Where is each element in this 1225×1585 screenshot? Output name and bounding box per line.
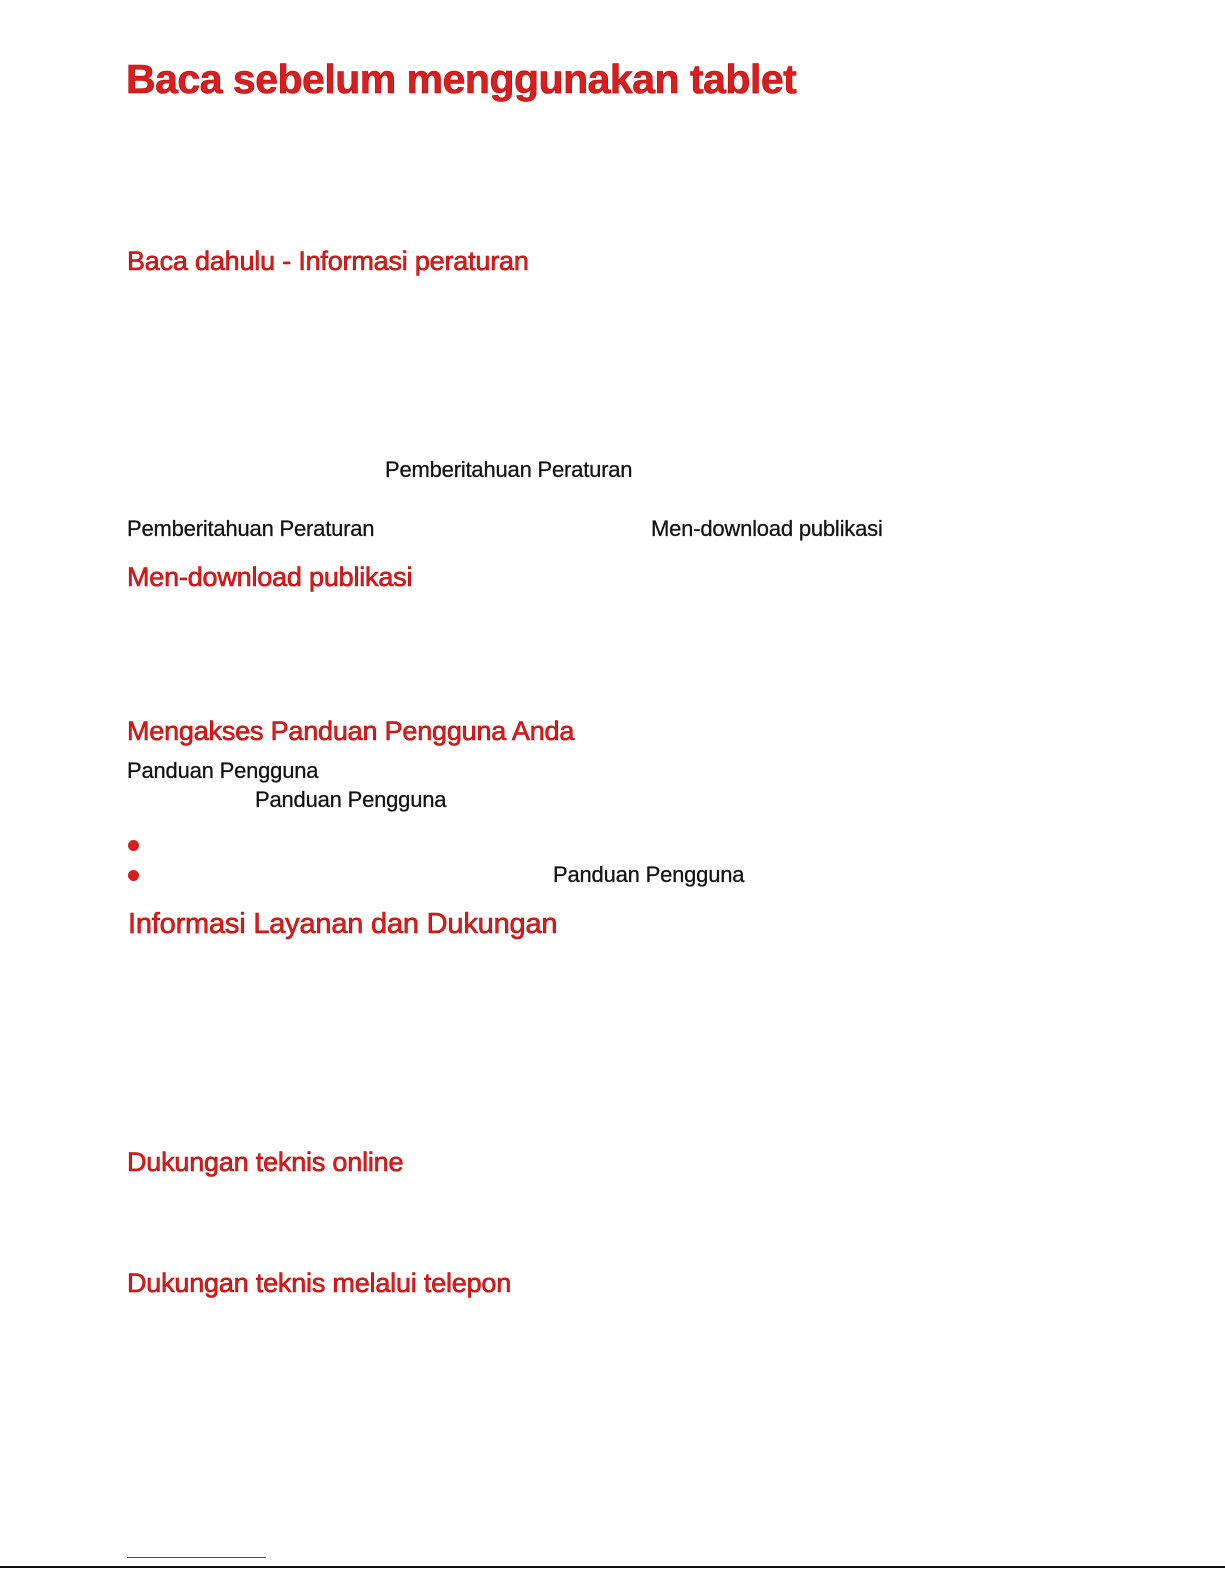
- bullet-icon: [128, 870, 139, 881]
- section-heading-user-guide: Mengakses Panduan Pengguna Anda: [127, 716, 575, 746]
- user-guide-term: Panduan Pengguna: [255, 787, 447, 812]
- list-item: Panduan Pengguna: [553, 862, 745, 887]
- footnote-divider: [127, 1557, 266, 1558]
- user-guide-term: Panduan Pengguna: [127, 758, 319, 783]
- section-heading-download: Men-download publikasi: [127, 562, 413, 592]
- section-heading-service: Informasi Layanan dan Dukungan: [128, 908, 558, 940]
- bullet-icon: [128, 840, 139, 851]
- page-title: Baca sebelum menggunakan tablet: [126, 56, 797, 102]
- section-heading-phone-support: Dukungan teknis melalui telepon: [127, 1268, 512, 1298]
- section-heading-regulatory: Baca dahulu - Informasi peraturan: [127, 246, 529, 276]
- regulatory-notice-term: Pemberitahuan Peraturan: [385, 457, 633, 482]
- section-heading-online-support: Dukungan teknis online: [127, 1147, 404, 1177]
- regulatory-notice-term: Pemberitahuan Peraturan: [127, 516, 375, 541]
- download-publication-term: Men-download publikasi: [651, 516, 883, 541]
- page-bottom-divider: [0, 1566, 1225, 1568]
